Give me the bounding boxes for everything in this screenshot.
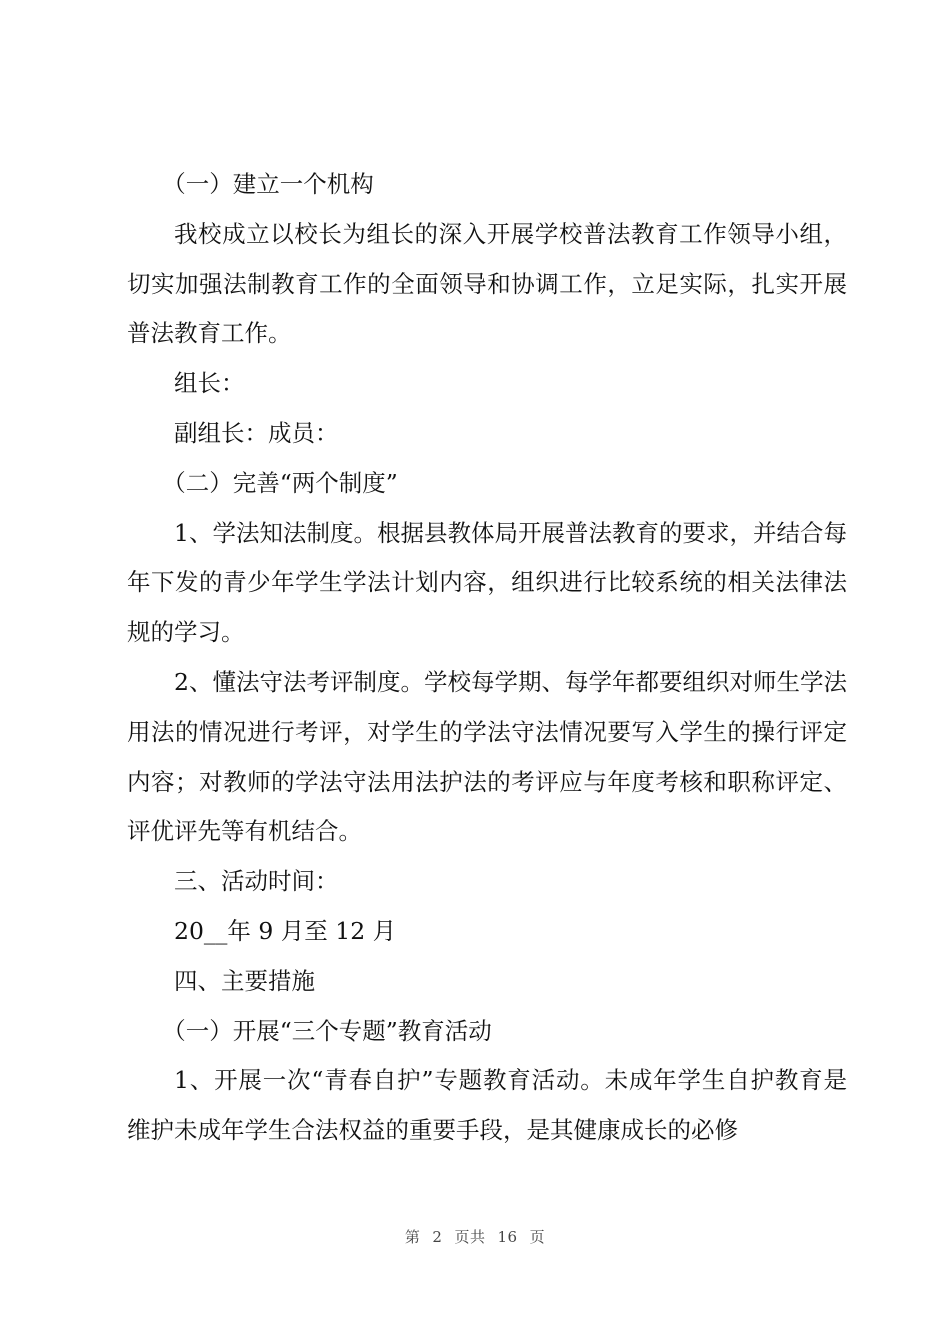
section-heading-three-topics: （一）开展“三个专题”教育活动	[162, 1016, 492, 1045]
paragraph-deputy-members: 副组长：成员：	[174, 418, 339, 447]
paragraph-law-learning-system: 1、学法知法制度。根据县教体局开展普法教育的要求，并结合每年下发的青少年学生学法计划内容，组织进行比较系统的相关法律法规的学习。	[127, 518, 847, 647]
section-heading-activity-time: 三、活动时间：	[174, 867, 339, 896]
footer-middle: 页共	[454, 1228, 486, 1246]
document-body	[127, 160, 847, 1156]
paragraph-leadership-group: 我校成立以校长为组长的深入开展学校普法教育工作领导小组，切实加强法制教育工作的全面领导和协调工作，立足实际，扎实开展普法教育工作。	[127, 219, 847, 348]
footer-total-pages: 16	[497, 1228, 518, 1246]
paragraph-activity-dates: 20__年 9 月至 12 月	[174, 916, 397, 945]
footer-current-page: 2	[432, 1228, 443, 1246]
section-heading-two-systems: （二）完善“两个制度”	[162, 468, 398, 497]
page-footer	[0, 1226, 950, 1247]
paragraph-youth-self-protection: 1、开展一次“青春自护”专题教育活动。未成年学生自护教育是维护未成年学生合法权益的重要手段，是其健康成长的必修	[127, 1066, 847, 1145]
paragraph-evaluation-system: 2、懂法守法考评制度。学校每学期、每学年都要组织对师生学法用法的情况进行考评，对学生的学法守法情况要写入学生的操行评定内容；对教师的学法守法用法护法的考评应与年度考核和职称评定、评优评先等有机结合。	[127, 667, 847, 846]
footer-suffix: 页	[529, 1228, 546, 1246]
section-heading-establish-organization: （一）建立一个机构	[162, 170, 374, 198]
footer-prefix: 第	[404, 1228, 421, 1246]
paragraph-group-leader: 组长：	[174, 369, 245, 398]
section-heading-main-measures: 四、主要措施	[174, 966, 315, 995]
